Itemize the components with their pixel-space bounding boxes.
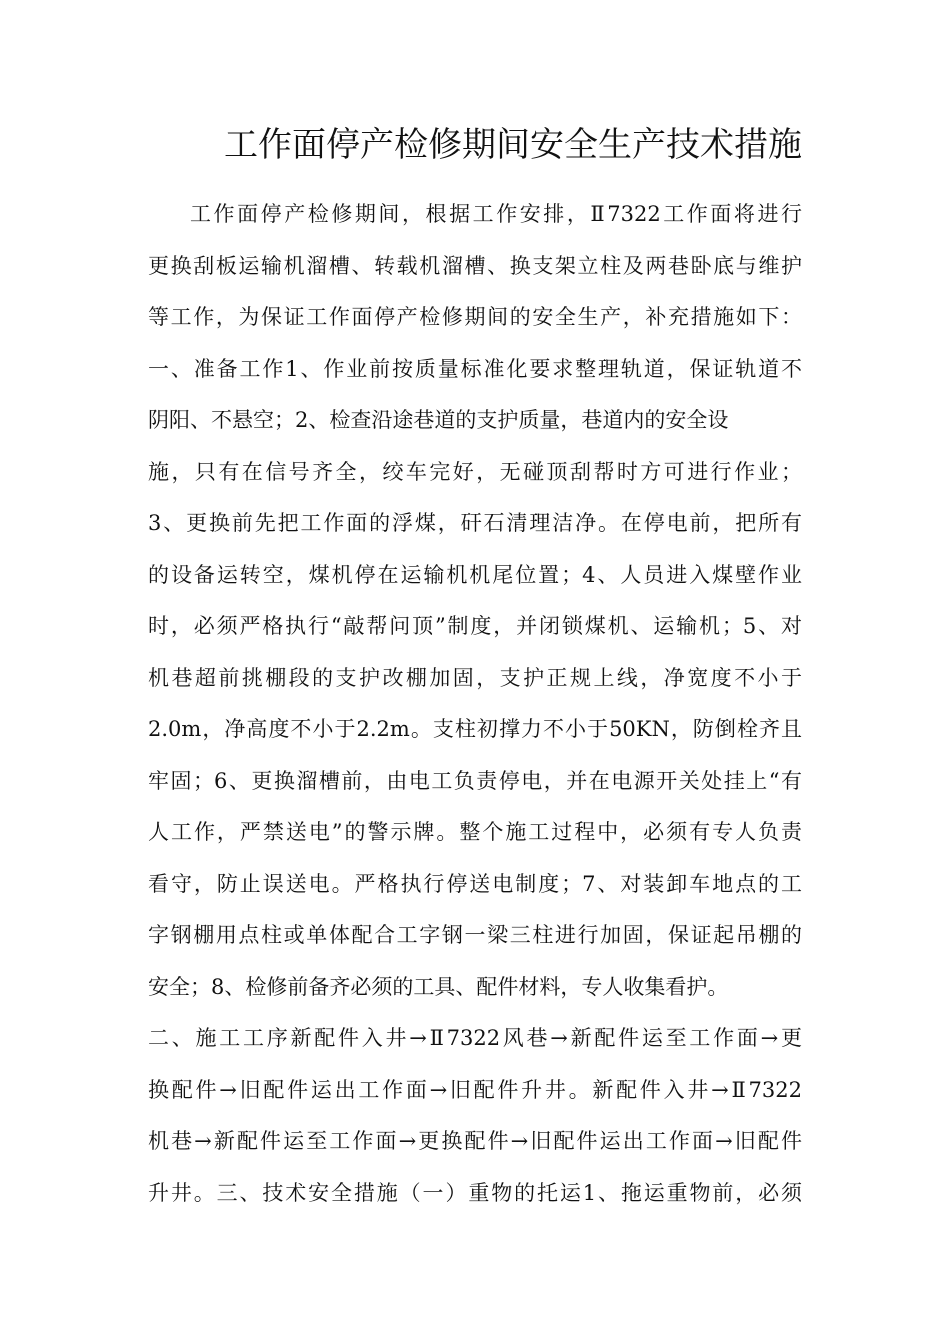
body-line: 工作面停产检修期间，根据工作安排，Ⅱ7322工作面将进行	[190, 202, 802, 226]
document-title: 工作面停产检修期间安全生产技术措施	[224, 125, 802, 165]
body-line: 机巷超前挑棚段的支护改棚加固，支护正规上线，净宽度不小于	[148, 665, 802, 690]
document-body	[148, 189, 802, 1219]
body-line: 安全；8、检修前备齐必须的工具、配件材料，专人收集看护。	[148, 974, 729, 999]
body-line: 的设备运转空，煤机停在运输机机尾位置；4、人员进入煤壁作业	[148, 562, 802, 587]
body-line: 字钢棚用点柱或单体配合工字钢一梁三柱进行加固，保证起吊棚的	[148, 923, 802, 947]
body-line: 时，必须严格执行“敲帮问顶”制度，并闭锁煤机、运输机；5、对	[148, 614, 802, 638]
body-line: 人工作，严禁送电”的警示牌。整个施工过程中，必须有专人负责	[148, 820, 802, 844]
body-line: 等工作，为保证工作面停产检修期间的安全生产，补充措施如下：	[148, 305, 802, 329]
body-line: 一、准备工作1、作业前按质量标准化要求整理轨道，保证轨道不	[148, 356, 802, 381]
body-line: 二、施工工序新配件入井→Ⅱ7322风巷→新配件运至工作面→更	[148, 1026, 802, 1050]
body-line: 升井。三、技术安全措施（一）重物的托运1、拖运重物前，必须	[148, 1180, 802, 1205]
body-line: 更换刮板运输机溜槽、转载机溜槽、换支架立柱及两巷卧底与维护	[148, 253, 802, 278]
body-line: 施，只有在信号齐全，绞车完好，无碰顶刮帮时方可进行作业；	[148, 459, 802, 484]
body-line: 阴阳、不悬空；2、检查沿途巷道的支护质量，巷道内的安全设	[148, 408, 729, 432]
body-line: 换配件→旧配件运出工作面→旧配件升井。新配件入井→Ⅱ7322	[148, 1077, 802, 1102]
body-line: 看守，防止误送电。严格执行停送电制度；7、对装卸车地点的工	[148, 871, 802, 896]
body-line: 牢固；6、更换溜槽前，由电工负责停电，并在电源开关处挂上“有	[148, 768, 802, 793]
body-line: 机巷→新配件运至工作面→更换配件→旧配件运出工作面→旧配件	[148, 1129, 802, 1153]
body-line: 2.0m，净高度不小于2.2m。支柱初撑力不小于50KN，防倒栓齐且	[148, 717, 802, 741]
body-line: 3、更换前先把工作面的浮煤，矸石清理洁净。在停电前，把所有	[148, 511, 802, 535]
